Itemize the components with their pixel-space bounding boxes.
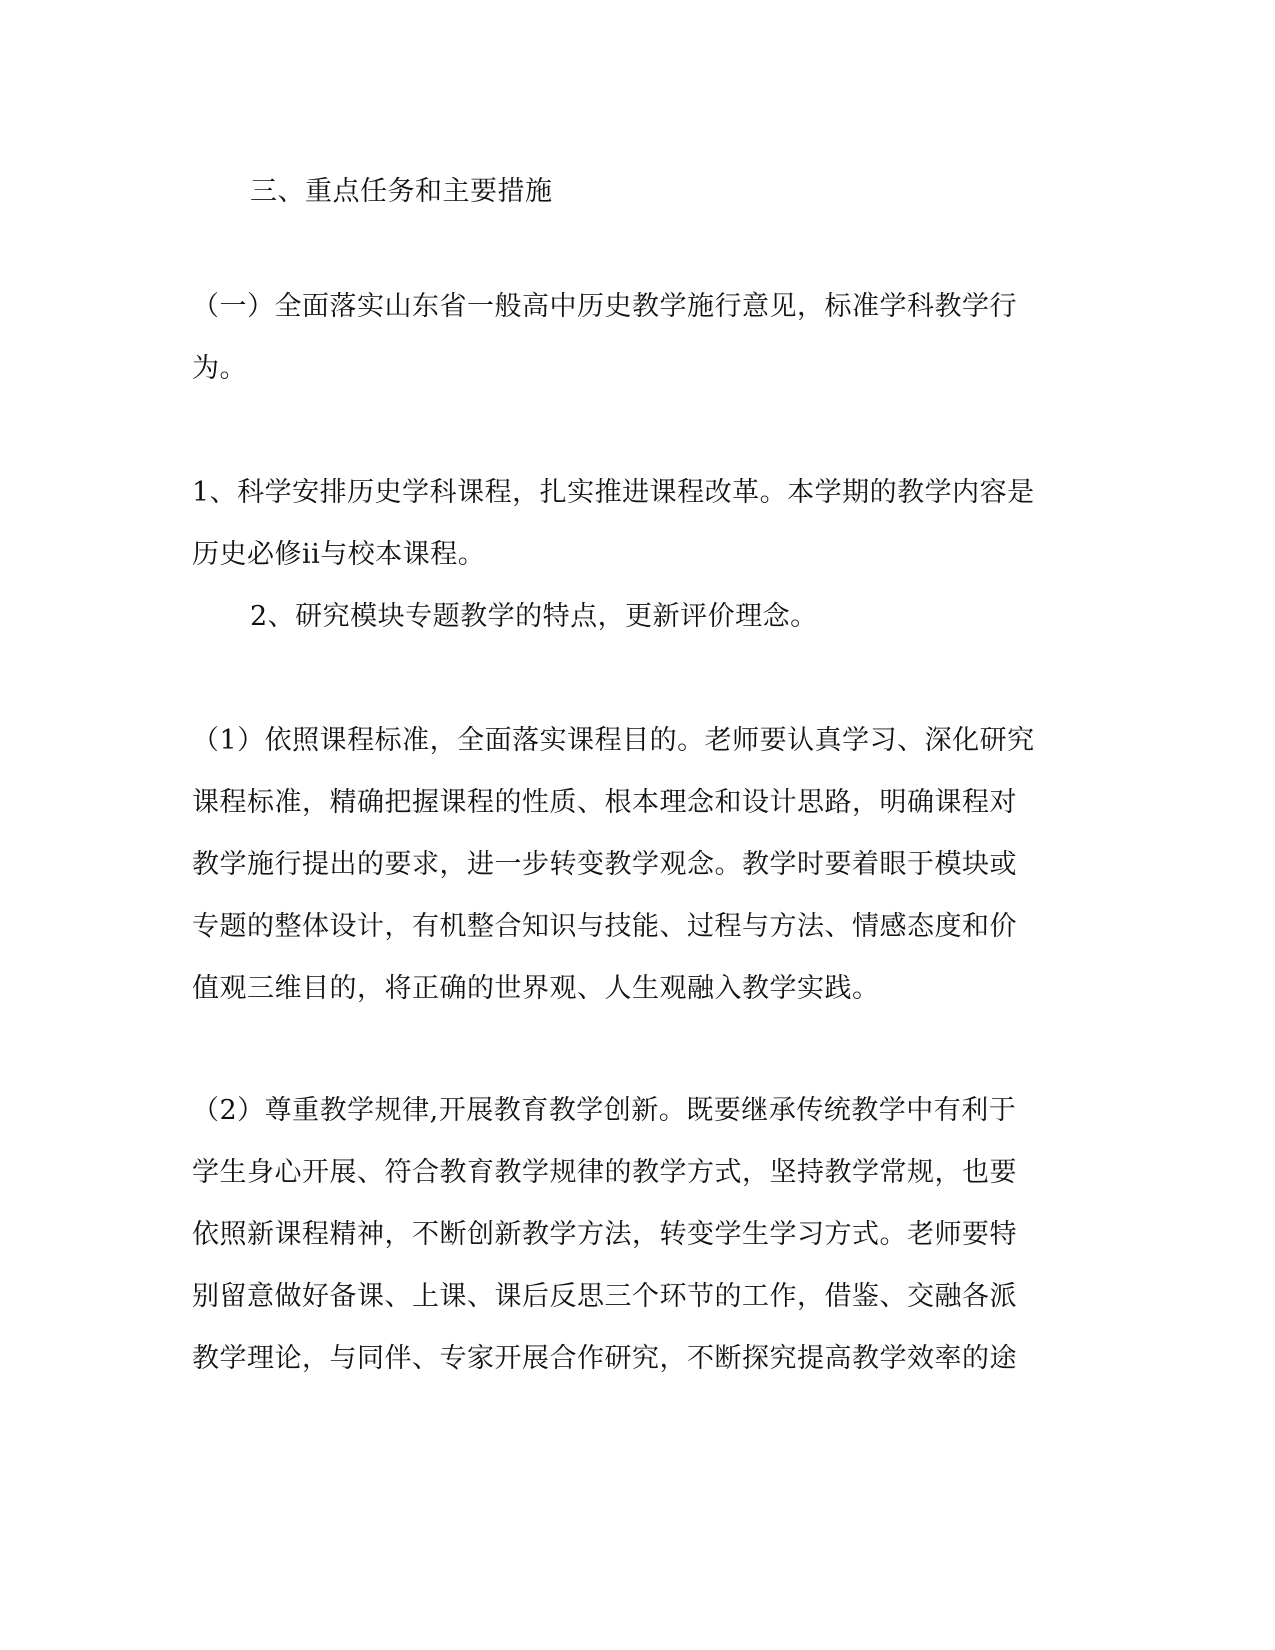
- para2-line: 教学理论，与同伴、专家开展合作研究，不断探究提高教学效率的途: [192, 1343, 1017, 1374]
- para2-line: 别留意做好备课、上课、课后反思三个环节的工作，借鉴、交融各派: [192, 1281, 1017, 1312]
- para1-line: 专题的整体设计，有机整合知识与技能、过程与方法、情感态度和价: [192, 911, 1017, 942]
- section-heading: 三、重点任务和主要措施: [250, 176, 553, 207]
- item1-line: 1、科学安排历史学科课程，扎实推进课程改革。本学期的教学内容是: [192, 477, 1035, 508]
- item1-line: 历史必修ii与校本课程。: [192, 539, 486, 570]
- item2-line: 2、研究模块专题教学的特点，更新评价理念。: [250, 601, 818, 632]
- para1-line: （1）依照课程标准，全面落实课程目的。老师要认真学习、深化研究: [192, 725, 1035, 756]
- para1-line: 值观三维目的，将正确的世界观、人生观融入教学实践。: [192, 973, 880, 1004]
- section1-line: 为。: [192, 353, 247, 384]
- para2-line: （2）尊重教学规律,开展教育教学创新。既要继承传统教学中有利于: [192, 1095, 1017, 1126]
- para1-line: 课程标准，精确把握课程的性质、根本理念和设计思路，明确课程对: [192, 787, 1017, 818]
- para2-line: 依照新课程精神，不断创新教学方法，转变学生学习方式。老师要特: [192, 1219, 1017, 1250]
- para1-line: 教学施行提出的要求，进一步转变教学观念。教学时要着眼于模块或: [192, 849, 1017, 880]
- section1-line: （一）全面落实山东省一般高中历史教学施行意见，标准学科教学行: [192, 291, 1017, 322]
- para2-line: 学生身心开展、符合教育教学规律的教学方式，坚持教学常规，也要: [192, 1157, 1017, 1188]
